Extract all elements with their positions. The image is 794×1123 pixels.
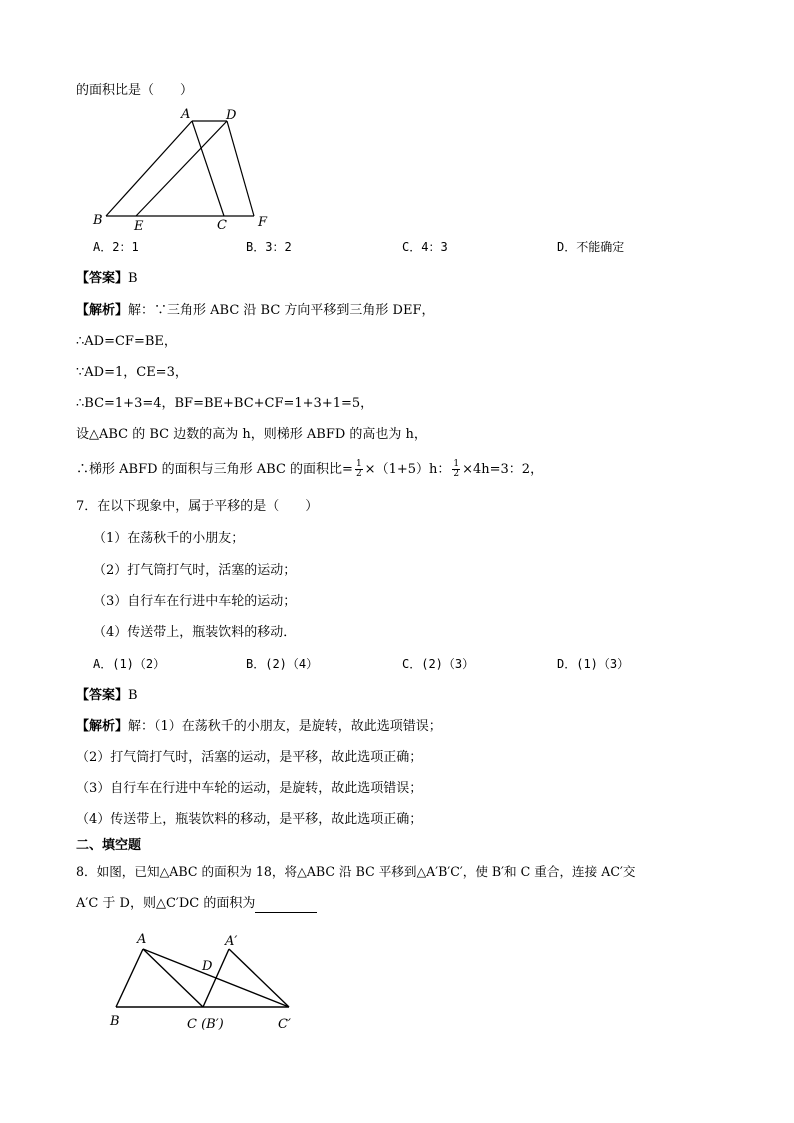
segment-ca-prime <box>203 949 229 1007</box>
q7-item-2: （2）打气筒打气时，活塞的运动； <box>93 563 297 578</box>
q6-analysis-line-3: ∵AD=1，CE=3， <box>76 365 188 380</box>
final-suffix: ×4h=3：2， <box>462 462 544 477</box>
q6-option-b: B．3：2 <box>246 240 292 254</box>
q8-label-c-prime: C′ <box>278 1017 291 1032</box>
segment-a-prime-c-prime <box>229 949 289 1007</box>
q6-stem-tail: 的面积比是（ ） <box>76 83 194 98</box>
q6-analysis-line-5: 设△ABC 的 BC 边数的高为 h，则梯形 ABFD 的高也为 h， <box>76 427 427 442</box>
q6-label-c: C <box>217 218 227 233</box>
q6-answer <box>76 270 138 288</box>
q7-option-b: B．(2)（4） <box>246 657 319 671</box>
q7-item-4: （4）传送带上，瓶装饮料的移动． <box>93 625 297 640</box>
q6-analysis-line-4: ∴BC=1+3=4，BF=BE+BC+CF=1+3+1=5， <box>76 396 374 411</box>
analysis-label: 【解析】 <box>76 719 129 734</box>
q6-figure <box>86 104 286 234</box>
segment-ac <box>192 121 224 216</box>
fraction-half: $\frac{1}{2}$ <box>355 459 362 479</box>
q7-item-3: （3）自行车在行进中车轮的运动； <box>93 594 297 609</box>
answer-blank <box>255 898 317 913</box>
q7-stem: 7．在以下现象中，属于平移的是（ ） <box>76 499 319 514</box>
section-title: 二、填空题 <box>76 838 142 853</box>
q6-option-d: D．不能确定 <box>557 240 625 254</box>
q7-analysis-line-4: （4）传送带上，瓶装饮料的移动，是平移，故此选项正确； <box>76 812 423 827</box>
segment-df <box>227 121 254 216</box>
q6-label-f: F <box>258 215 268 230</box>
final-middle: ×（1+5）h： <box>364 462 451 477</box>
q6-analysis-line-1 <box>76 302 434 320</box>
segment-ab <box>116 949 143 1007</box>
q7-option-a: A．(1)（2） <box>93 657 166 671</box>
answer-label: 【答案】 <box>76 271 129 286</box>
analysis-text: 解：∵三角形 ABC 沿 BC 方向平移到三角形 DEF， <box>128 303 435 318</box>
q7-option-c: C．(2)（3） <box>402 657 475 671</box>
answer-value: B <box>128 271 138 286</box>
q6-analysis-final-line <box>76 460 543 479</box>
segment-ac <box>143 949 203 1007</box>
answer-label: 【答案】 <box>76 688 129 703</box>
analysis-text: 解：（1）在荡秋千的小朋友，是旋转，故此选项错误； <box>128 719 442 734</box>
q7-analysis-line-2: （2）打气筒打气时，活塞的运动，是平移，故此选项正确； <box>76 750 423 765</box>
q6-label-a: A <box>181 107 191 122</box>
analysis-label: 【解析】 <box>76 303 129 318</box>
final-prefix: ∴梯形 ABFD 的面积与三角形 ABC 的面积比= <box>76 462 353 477</box>
q7-item-1: （1）在荡秋千的小朋友； <box>93 531 245 546</box>
q7-option-d: D．(1)（3） <box>557 657 630 671</box>
q6-label-d: D <box>226 108 237 123</box>
q8-figure <box>100 928 320 1038</box>
q8-label-c-b-prime: C (B′) <box>187 1017 224 1032</box>
q6-analysis-line-2: ∴AD=CF=BE， <box>76 334 177 349</box>
q7-analysis-line-1 <box>76 718 442 736</box>
q6-label-e: E <box>134 219 144 234</box>
fraction-half-2: $\frac{1}{2}$ <box>453 459 460 479</box>
q8-stem-line-2 <box>76 895 317 913</box>
q6-label-b: B <box>93 213 103 228</box>
q6-option-a: A．2：1 <box>93 240 139 254</box>
answer-value: B <box>128 688 138 703</box>
q8-stem-line-1: 8．如图，已知△ABC 的面积为 18，将△ABC 沿 BC 平移到△A′B′C′，使 B′和 C 重合，连接 AC′交 <box>76 864 636 879</box>
q8-label-a: A <box>137 932 147 947</box>
q8-stem-text: A′C 于 D，则△C′DC 的面积为 <box>76 896 256 911</box>
q7-answer <box>76 687 138 705</box>
q8-label-a-prime: A′ <box>225 934 238 949</box>
q8-label-d: D <box>202 959 213 974</box>
q8-label-b: B <box>110 1014 120 1029</box>
q6-option-c: C．4：3 <box>402 240 448 254</box>
q7-analysis-line-3: （3）自行车在行进中车轮的运动，是旋转，故此选项错误； <box>76 781 423 796</box>
